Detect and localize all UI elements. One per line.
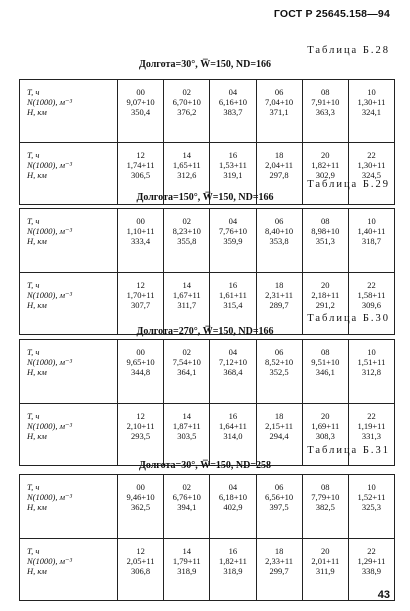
cell-value: 318,9 (177, 565, 197, 576)
cell-value: 331,3 (361, 430, 381, 441)
table-cell (118, 539, 164, 601)
table-block (20, 538, 394, 601)
cell-value: 291,2 (315, 299, 335, 310)
cell-value: 9,65+10 (126, 357, 155, 367)
cell-value: 1,79+11 (172, 555, 201, 566)
table-block (20, 80, 394, 142)
cell-value: 06 (274, 347, 284, 357)
table-cell (210, 475, 256, 538)
cell-value: 8,23+10 (172, 226, 201, 236)
cell-value: 359,9 (223, 236, 243, 246)
cell-value: 08 (321, 87, 330, 97)
table-condition: Долгота=30°, W̅=150, ND=166 (138, 59, 272, 70)
cell-value: 1,53+11 (219, 160, 247, 170)
row-labels (20, 80, 118, 142)
cell-value: 22 (367, 279, 376, 290)
cell-value: 6,56+10 (265, 492, 294, 502)
cell-value: 06 (274, 482, 284, 492)
cell-value: 382,5 (315, 502, 335, 512)
cell-value: 364,1 (177, 367, 197, 377)
cell-value: 22 (367, 410, 376, 421)
cell-value: 02 (182, 216, 191, 226)
row-label: H, км (27, 502, 47, 512)
cell-value: 303,5 (177, 430, 197, 441)
cell-value: 08 (321, 347, 330, 357)
row-label: T, ч (27, 216, 40, 226)
cell-value: 7,04+10 (265, 97, 294, 107)
cell-value: 397,5 (269, 502, 289, 512)
cell-value: 2,05+11 (126, 555, 155, 566)
row-label: H, км (27, 107, 47, 117)
table-block (20, 209, 394, 272)
cell-value: 18 (274, 150, 284, 160)
cell-value: 1,30+11 (357, 160, 386, 170)
table-cell (303, 273, 349, 335)
cell-value: 297,8 (269, 170, 289, 180)
table-cell (210, 539, 256, 601)
cell-value: 02 (182, 482, 191, 492)
row-label: H, км (27, 170, 47, 180)
cell-value: 376,2 (177, 107, 197, 117)
table-cell (257, 404, 303, 466)
cell-value: 312,6 (177, 170, 197, 180)
cell-value: 302,9 (315, 170, 335, 180)
table-cell (164, 80, 210, 142)
cell-value: 16 (228, 279, 238, 290)
cell-value: 1,40+11 (357, 226, 386, 236)
cell-value: 318,9 (223, 565, 243, 576)
cell-value: 7,54+10 (172, 357, 201, 367)
cell-value: 20 (321, 410, 330, 421)
cell-value: 2,18+11 (311, 289, 340, 300)
table-cell (303, 80, 349, 142)
cell-value: 1,52+11 (357, 492, 386, 502)
cell-value: 308,3 (315, 430, 335, 441)
row-label: N(1000), м⁻³ (27, 226, 73, 236)
cell-value: 355,8 (177, 236, 197, 246)
cell-value: 18 (274, 279, 284, 290)
data-table (19, 474, 395, 601)
cell-value: 309,6 (361, 299, 381, 310)
cell-value: 6,76+10 (172, 492, 201, 502)
cell-value: 04 (228, 216, 238, 226)
cell-value: 10 (367, 87, 376, 97)
cell-value: 14 (182, 150, 191, 160)
cell-value: 351,3 (315, 236, 335, 246)
cell-value: 12 (136, 410, 145, 421)
table-cell (118, 475, 164, 538)
row-label: T, ч (27, 150, 40, 160)
table-block (20, 272, 394, 335)
cell-value: 04 (228, 87, 238, 97)
table-condition: Долгота=150°, W̅=150, ND=166 (136, 192, 274, 203)
cell-value: 306,5 (131, 170, 151, 180)
cell-value: 363,3 (315, 107, 335, 117)
table-cell (210, 80, 256, 142)
cell-value: 10 (367, 347, 376, 357)
cell-value: 10 (367, 482, 376, 492)
table-cell (210, 209, 256, 272)
cell-value: 10 (367, 216, 376, 226)
cell-value: 324,5 (361, 170, 381, 180)
table-cell (118, 404, 164, 466)
table-cell (349, 209, 394, 272)
cell-value: 333,4 (131, 236, 151, 246)
row-labels (20, 539, 118, 601)
cell-value: 14 (182, 545, 191, 556)
cell-value: 1,87+11 (172, 420, 201, 431)
cell-value: 1,67+11 (172, 289, 201, 300)
cell-value: 2,33+11 (265, 555, 294, 566)
cell-value: 8,52+10 (265, 357, 294, 367)
table-cell (257, 80, 303, 142)
cell-value: 08 (321, 482, 330, 492)
table-cell (349, 475, 394, 538)
cell-value: 12 (136, 150, 145, 160)
table-cell (164, 209, 210, 272)
table-block (20, 475, 394, 538)
table-label: Таблица Б.30 (307, 313, 390, 324)
table-cell (303, 340, 349, 403)
row-labels (20, 273, 118, 335)
table-label: Таблица Б.31 (307, 445, 390, 456)
cell-value: 324,1 (361, 107, 381, 117)
cell-value: 1,82+11 (219, 555, 247, 566)
cell-value: 1,69+11 (311, 420, 340, 431)
cell-value: 344,8 (131, 367, 151, 377)
row-labels (20, 340, 118, 403)
table-label: Таблица Б.28 (307, 45, 390, 56)
cell-value: 289,7 (269, 299, 289, 310)
cell-value: 00 (136, 482, 145, 492)
cell-value: 22 (367, 545, 376, 556)
table-cell (164, 340, 210, 403)
table-label: Таблица Б.29 (307, 179, 390, 190)
table-cell (164, 404, 210, 466)
cell-value: 1,19+11 (357, 420, 386, 431)
row-label: N(1000), м⁻³ (27, 357, 73, 367)
page-number: 43 (377, 589, 390, 601)
cell-value: 20 (321, 150, 330, 160)
row-labels (20, 209, 118, 272)
cell-value: 325,3 (361, 502, 381, 512)
row-label: T, ч (27, 279, 40, 290)
cell-value: 2,04+11 (265, 160, 294, 170)
cell-value: 394,1 (177, 502, 197, 512)
cell-value: 8,98+10 (311, 226, 340, 236)
cell-value: 7,79+10 (311, 492, 340, 502)
cell-value: 12 (136, 545, 145, 556)
cell-value: 16 (228, 410, 238, 421)
cell-value: 1,74+11 (126, 160, 155, 170)
table-cell (118, 273, 164, 335)
cell-value: 14 (182, 410, 191, 421)
cell-value: 350,4 (131, 107, 151, 117)
cell-value: 20 (321, 279, 330, 290)
cell-value: 402,9 (223, 502, 243, 512)
cell-value: 318,7 (361, 236, 381, 246)
table-cell (257, 475, 303, 538)
cell-value: 2,10+11 (126, 420, 155, 431)
cell-value: 311,9 (315, 565, 335, 576)
cell-value: 294,4 (269, 430, 289, 441)
table-condition: Долгота=30°, W̅=150, ND=258 (138, 460, 272, 471)
cell-value: 02 (182, 347, 191, 357)
cell-value: 1,70+11 (126, 289, 155, 300)
cell-value: 307,7 (131, 299, 151, 310)
cell-value: 06 (274, 87, 284, 97)
cell-value: 1,82+11 (311, 160, 340, 170)
row-labels (20, 404, 118, 466)
table-cell (118, 80, 164, 142)
row-label: N(1000), м⁻³ (27, 492, 73, 502)
document-header: ГОСТ Р 25645.158—94 (273, 8, 390, 20)
cell-value: 16 (228, 545, 238, 556)
table-cell (257, 539, 303, 601)
cell-value: 338,9 (361, 565, 381, 576)
cell-value: 20 (321, 545, 330, 556)
cell-value: 306,8 (131, 565, 151, 576)
cell-value: 9,46+10 (126, 492, 155, 502)
table-cell (164, 273, 210, 335)
cell-value: 312,8 (361, 367, 381, 377)
cell-value: 08 (321, 216, 330, 226)
row-label: N(1000), м⁻³ (27, 160, 73, 170)
cell-value: 314,0 (223, 430, 243, 441)
row-label: H, км (27, 565, 47, 576)
row-label: H, км (27, 299, 47, 310)
cell-value: 9,51+10 (311, 357, 340, 367)
table-cell (349, 273, 394, 335)
cell-value: 1,61+11 (219, 289, 247, 300)
table-cell (210, 404, 256, 466)
cell-value: 353,8 (269, 236, 289, 246)
cell-value: 1,64+11 (219, 420, 247, 431)
cell-value: 9,07+10 (126, 97, 155, 107)
cell-value: 299,7 (269, 565, 289, 576)
cell-value: 352,5 (269, 367, 289, 377)
table-cell (210, 340, 256, 403)
cell-value: 293,5 (131, 430, 151, 441)
table-cell (257, 209, 303, 272)
row-label: T, ч (27, 347, 40, 357)
table-cell (164, 539, 210, 601)
cell-value: 346,1 (315, 367, 335, 377)
table-cell (164, 475, 210, 538)
table-cell (349, 340, 394, 403)
table-cell (303, 209, 349, 272)
cell-value: 04 (228, 482, 238, 492)
table-cell (257, 273, 303, 335)
cell-value: 2,01+11 (311, 555, 340, 566)
cell-value: 371,1 (269, 107, 289, 117)
cell-value: 368,4 (223, 367, 243, 377)
cell-value: 383,7 (223, 107, 243, 117)
table-cell (349, 80, 394, 142)
cell-value: 00 (136, 216, 145, 226)
cell-value: 8,40+10 (265, 226, 294, 236)
cell-value: 18 (274, 545, 284, 556)
row-labels (20, 475, 118, 538)
cell-value: 2,31+11 (265, 289, 294, 300)
cell-value: 1,29+11 (357, 555, 386, 566)
cell-value: 12 (136, 279, 145, 290)
row-label: H, км (27, 430, 47, 441)
row-label: N(1000), м⁻³ (27, 420, 73, 431)
table-cell (118, 209, 164, 272)
cell-value: 22 (367, 150, 376, 160)
table-cell (257, 340, 303, 403)
table-cell (303, 539, 349, 601)
row-label: T, ч (27, 87, 40, 97)
cell-value: 362,5 (131, 502, 151, 512)
row-label: H, км (27, 236, 47, 246)
cell-value: 315,4 (223, 299, 243, 310)
cell-value: 16 (228, 150, 238, 160)
cell-value: 02 (182, 87, 191, 97)
table-cell (303, 475, 349, 538)
cell-value: 1,30+11 (357, 97, 386, 107)
cell-value: 04 (228, 347, 238, 357)
cell-value: 7,12+10 (218, 357, 248, 367)
table-cell (210, 273, 256, 335)
table-block (20, 340, 394, 403)
row-label: T, ч (27, 482, 40, 492)
cell-value: 1,65+11 (172, 160, 201, 170)
cell-value: 18 (274, 410, 284, 421)
row-label: T, ч (27, 410, 40, 421)
row-label: N(1000), м⁻³ (27, 97, 73, 107)
cell-value: 6,16+10 (218, 97, 248, 107)
cell-value: 6,70+10 (172, 97, 201, 107)
cell-value: 00 (136, 87, 145, 97)
row-label: H, км (27, 367, 47, 377)
cell-value: 1,58+11 (357, 289, 386, 300)
cell-value: 1,10+11 (126, 226, 155, 236)
table-cell (118, 340, 164, 403)
cell-value: 7,91+10 (311, 97, 340, 107)
cell-value: 2,15+11 (265, 420, 294, 431)
cell-value: 06 (274, 216, 284, 226)
table-condition: Долгота=270°, W̅=150, ND=166 (136, 326, 274, 337)
cell-value: 6,18+10 (218, 492, 248, 502)
cell-value: 1,51+11 (357, 357, 386, 367)
cell-value: 319,1 (223, 170, 243, 180)
cell-value: 7,76+10 (218, 226, 248, 236)
cell-value: 14 (182, 279, 191, 290)
row-label: N(1000), м⁻³ (27, 555, 73, 566)
row-label: T, ч (27, 545, 40, 556)
cell-value: 311,7 (177, 299, 197, 310)
cell-value: 00 (136, 347, 145, 357)
row-label: N(1000), м⁻³ (27, 289, 73, 300)
